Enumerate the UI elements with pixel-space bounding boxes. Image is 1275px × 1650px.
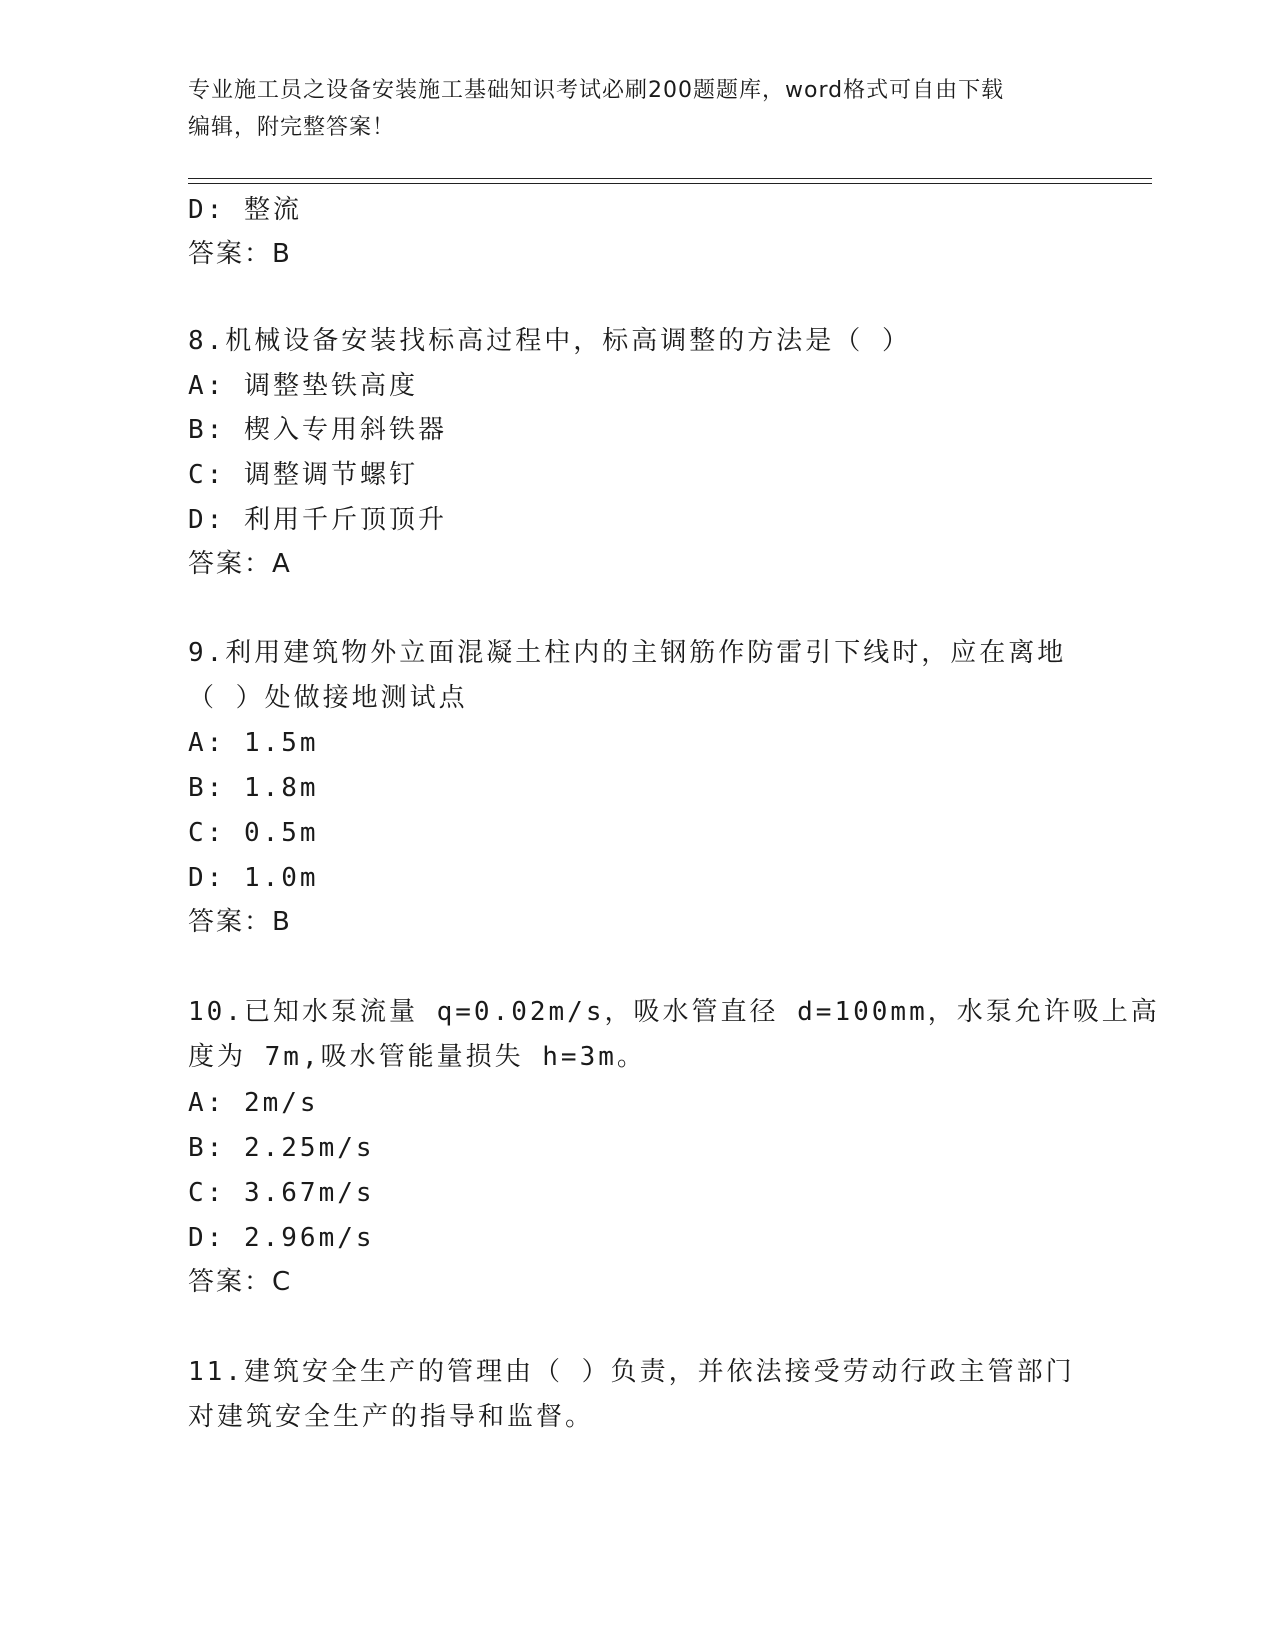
- question-8-option-b: B: 楔入专用斜铁器: [188, 415, 447, 445]
- question-10-option-c: C: 3.67m/s: [188, 1178, 375, 1208]
- question-10-option-a: A: 2m/s: [188, 1088, 319, 1118]
- prev-answer: 答案：B: [188, 239, 292, 269]
- question-8-answer: 答案：A: [188, 549, 292, 579]
- question-10-answer: 答案：C: [188, 1267, 293, 1297]
- question-9-answer: 答案：B: [188, 907, 292, 937]
- header-line-2: 编辑，附完整答案！: [188, 115, 396, 140]
- question-8-option-c: C: 调整调节螺钉: [188, 460, 418, 490]
- header-line-1: 专业施工员之设备安装施工基础知识考试必刷200题题库，word格式可自由下载: [188, 78, 1005, 103]
- question-9-option-c: C: 0.5m: [188, 818, 319, 848]
- question-10-option-b: B: 2.25m/s: [188, 1133, 375, 1163]
- question-10-option-d: D: 2.96m/s: [188, 1223, 375, 1253]
- question-11-stem-line-1: 11.建筑安全生产的管理由（ ）负责，并依法接受劳动行政主管部门: [188, 1357, 1075, 1387]
- question-9-stem-line-2: （ ）处做接地测试点: [188, 683, 468, 713]
- question-9-stem-line-1: 9.利用建筑物外立面混凝土柱内的主钢筋作防雷引下线时，应在离地: [188, 638, 1067, 668]
- document-header: [188, 72, 1068, 146]
- question-8-option-a: A: 调整垫铁高度: [188, 371, 418, 401]
- question-8-stem-line-1: 8.机械设备安装找标高过程中，标高调整的方法是（ ）: [188, 326, 911, 356]
- question-9-option-d: D: 1.0m: [188, 863, 319, 893]
- question-8-option-d: D: 利用千斤顶顶升: [188, 505, 447, 535]
- prev-option-d: D: 整流: [188, 195, 302, 225]
- header-divider-top: [188, 178, 1152, 179]
- question-9-option-a: A: 1.5m: [188, 728, 319, 758]
- question-9-option-b: B: 1.8m: [188, 773, 319, 803]
- question-10-stem-line-2: 度为 7m,吸水管能量损失 h=3m。: [188, 1042, 646, 1072]
- question-11-stem-line-2: 对建筑安全生产的指导和监督。: [188, 1402, 595, 1432]
- question-10-stem-line-1: 10.已知水泵流量 q=0.02m/s，吸水管直径 d=100mm，水泵允许吸上高: [188, 997, 1160, 1027]
- header-divider-bottom: [188, 183, 1152, 184]
